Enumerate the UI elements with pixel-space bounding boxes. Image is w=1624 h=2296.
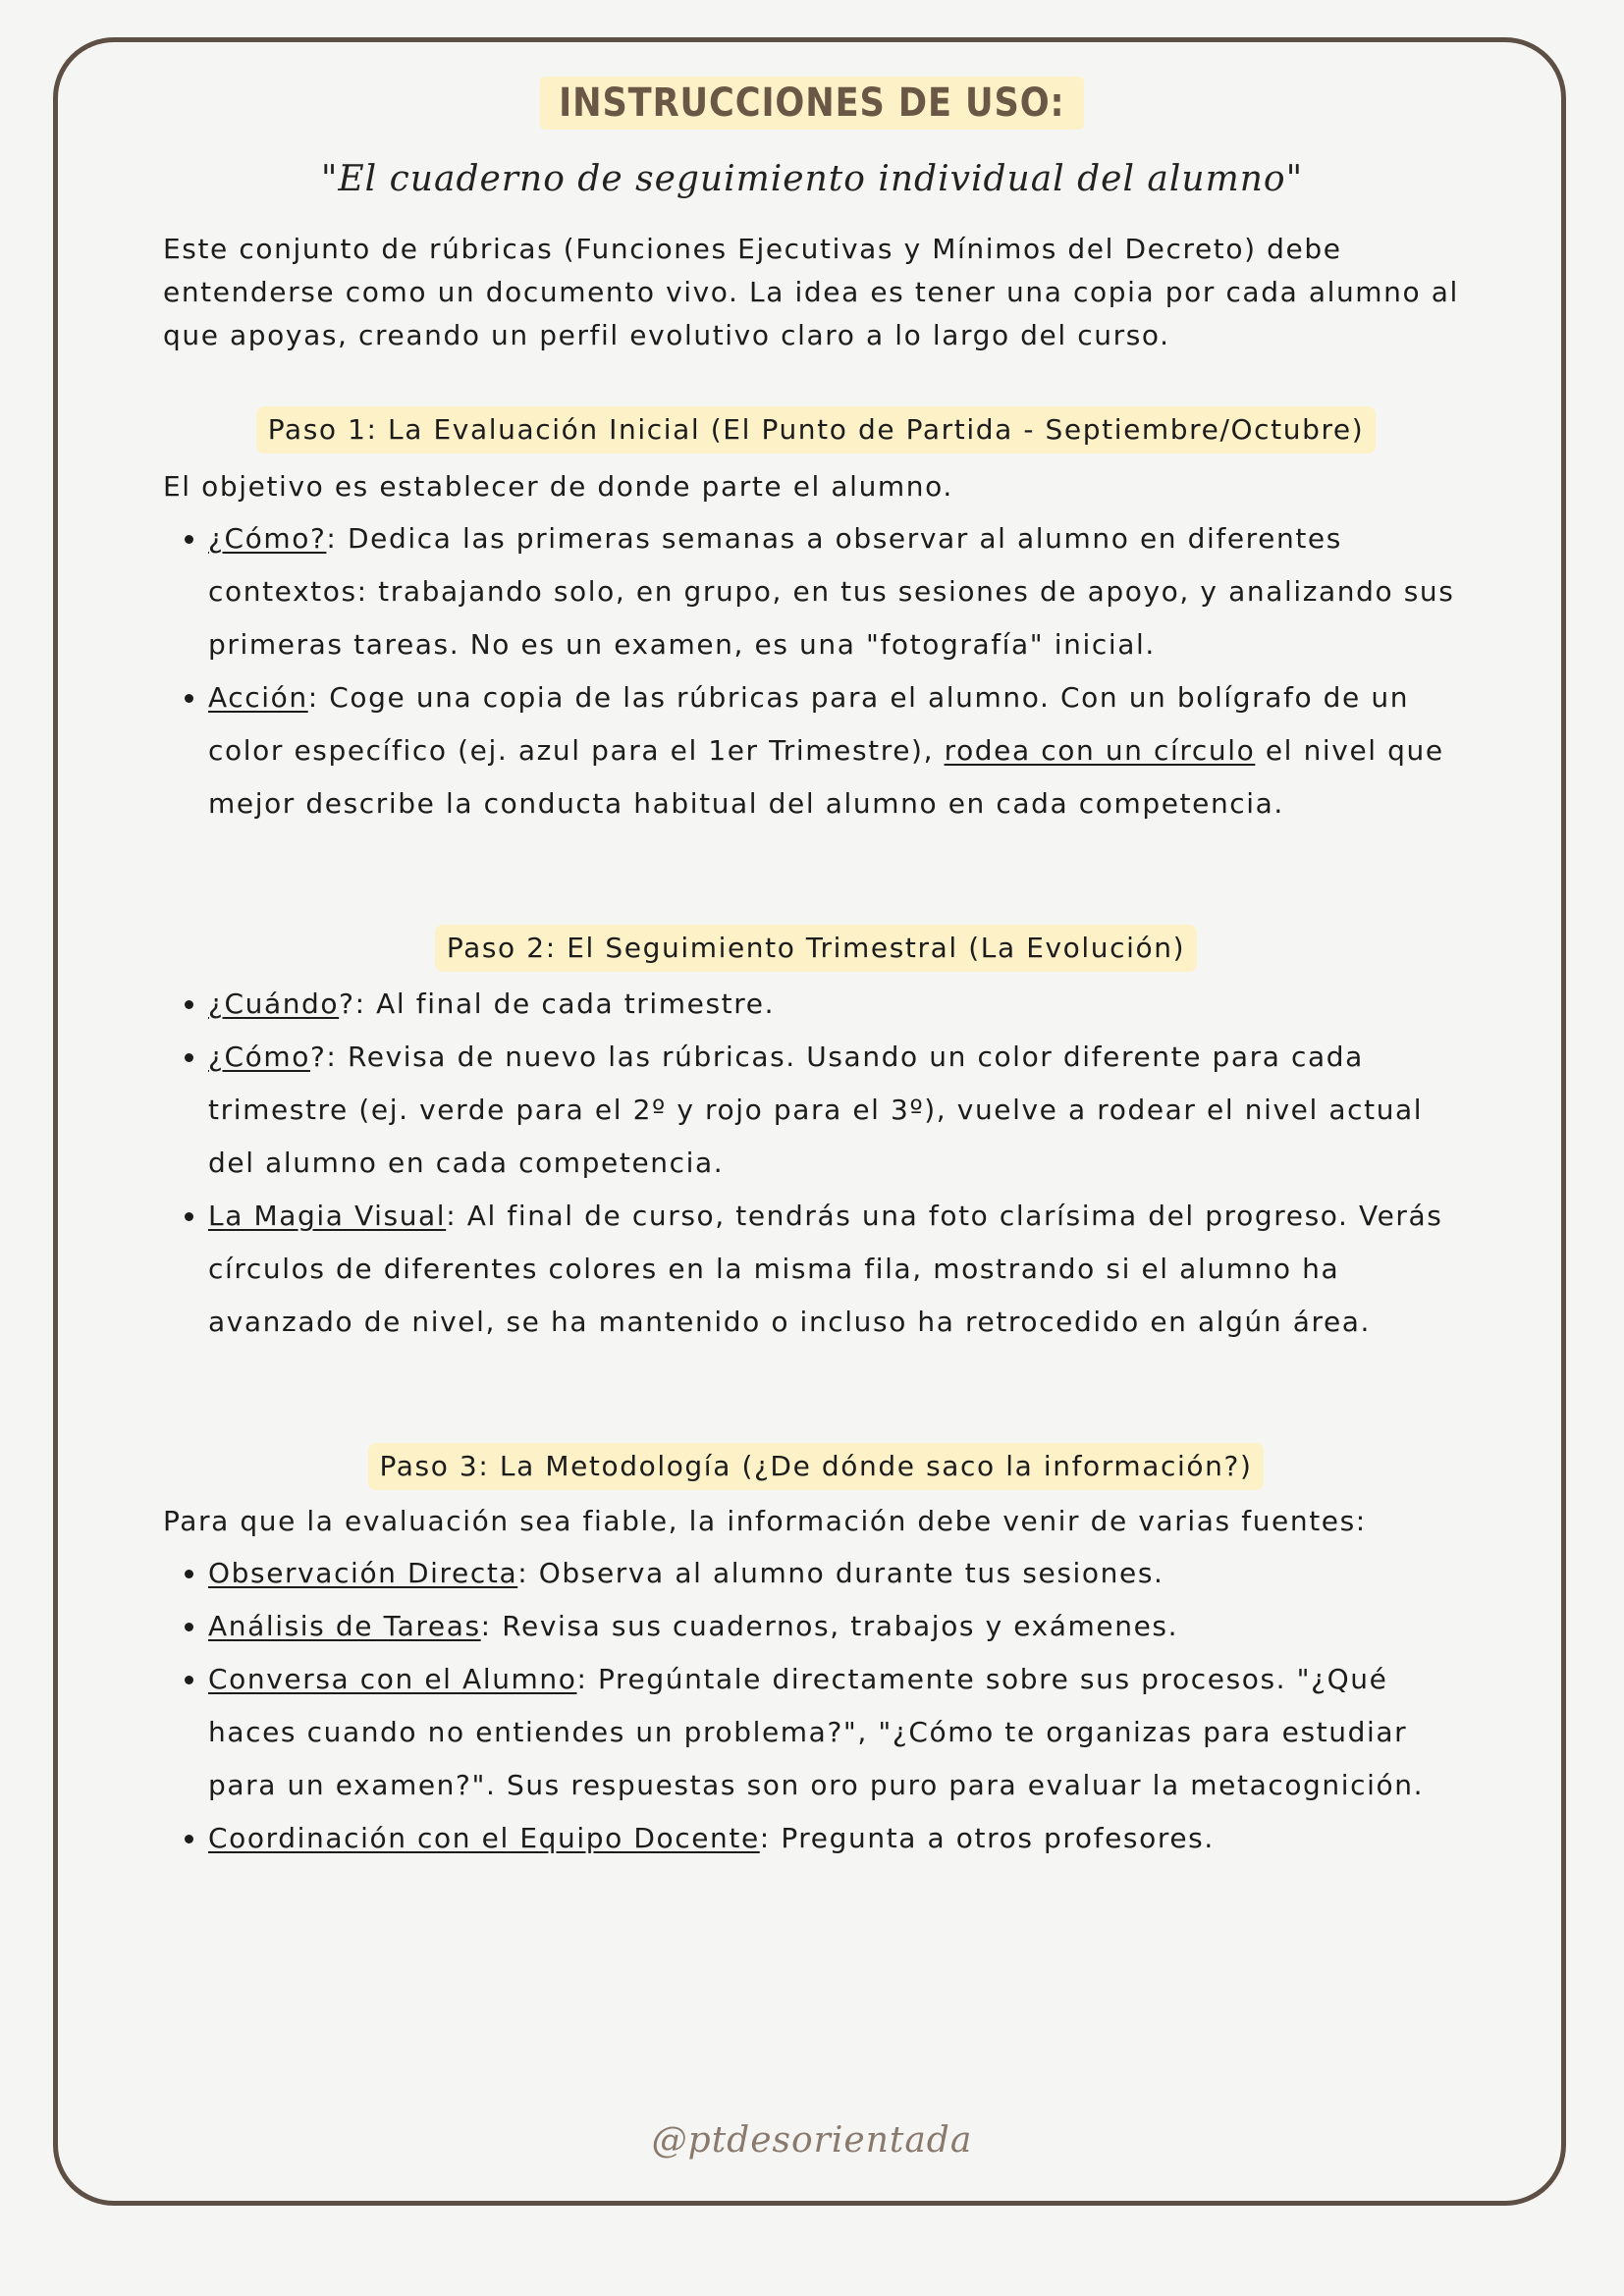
list-item: • Acción: Coge una copia de las rúbricas para el alumno. Con un bolígrafo de un color específico (ej. azul para el 1er Trimestre), rodea con un círculo el nivel que mejor describe la conducta habitual del alumno en cada competencia. xyxy=(208,671,1469,830)
step1-list xyxy=(163,512,1469,830)
document-body xyxy=(163,228,1469,1865)
step1-lead: El objetivo es establecer de donde parte el alumno. xyxy=(163,470,953,503)
underlined-phrase: rodea con un círculo xyxy=(944,734,1256,767)
list-item: • Observación Directa: Observa al alumno durante tus sesiones. xyxy=(208,1547,1469,1600)
term: Conversa con el Alumno xyxy=(208,1663,577,1695)
list-item: • Coordinación con el Equipo Docente: Pregunta a otros profesores. xyxy=(208,1812,1469,1865)
list-item: • ¿Cómo?: Revisa de nuevo las rúbricas. Usando un color diferente para cada trimestre (ej. verde para el 2º y rojo para el 3º), vuelve a rodear el nivel actual del alumno en cada competencia. xyxy=(208,1031,1469,1190)
list-item: • ¿Cuándo?: Al final de cada trimestre. xyxy=(208,978,1469,1031)
term: Acción xyxy=(208,681,308,714)
page-subtitle: "El cuaderno de seguimiento individual del alumno" xyxy=(320,159,1304,199)
step2-heading: Paso 2: El Seguimiento Trimestral (La Evolución) xyxy=(435,925,1197,972)
list-item: • La Magia Visual: Al final de curso, tendrás una foto clarísima del progreso. Verás círculos de diferentes colores en la misma fila, mostrando si el alumno ha avanzado de nivel, se ha mantenido o incluso ha retrocedido en algún área. xyxy=(208,1190,1469,1349)
term: Coordinación con el Equipo Docente xyxy=(208,1822,760,1854)
author-handle: @ptdesorientada xyxy=(651,2120,973,2161)
list-item: • Análisis de Tareas: Revisa sus cuadernos, trabajos y exámenes. xyxy=(208,1600,1469,1653)
list-item: • Conversa con el Alumno: Pregúntale directamente sobre sus procesos. "¿Qué haces cuando no entiendes un problema?", "¿Cómo te organizas para estudiar para un examen?". Sus respuestas son oro puro para evaluar la metacognición. xyxy=(208,1653,1469,1812)
term: La Magia Visual xyxy=(208,1200,447,1232)
term: ¿Cómo? xyxy=(208,522,327,555)
step1-heading: Paso 1: La Evaluación Inicial (El Punto de Partida - Septiembre/Octubre) xyxy=(256,406,1377,454)
step3-heading: Paso 3: La Metodología (¿De dónde saco la información?) xyxy=(368,1443,1265,1490)
step2-list xyxy=(163,978,1469,1349)
page-title: INSTRUCCIONES DE USO: xyxy=(540,77,1084,130)
list-item: • ¿Cómo?: Dedica las primeras semanas a observar al alumno en diferentes contextos: trabajando solo, en grupo, en tus sesiones de apoyo, y analizando sus primeras tareas. No es un examen, es una "fotografía" inicial. xyxy=(208,512,1469,671)
term: ¿Cómo xyxy=(208,1041,310,1073)
intro-paragraph: Este conjunto de rúbricas (Funciones Ejecutivas y Mínimos del Decreto) debe entenderse como un documento vivo. La idea es tener una copia por cada alumno al que apoyas, creando un perfil evolutivo claro a lo largo del curso. xyxy=(163,233,1459,351)
step3-list xyxy=(163,1547,1469,1865)
step3-lead: Para que la evaluación sea fiable, la información debe venir de varias fuentes: xyxy=(163,1505,1367,1537)
term: Análisis de Tareas xyxy=(208,1610,481,1642)
term: Observación Directa xyxy=(208,1557,518,1589)
term: ¿Cuándo xyxy=(208,988,340,1020)
